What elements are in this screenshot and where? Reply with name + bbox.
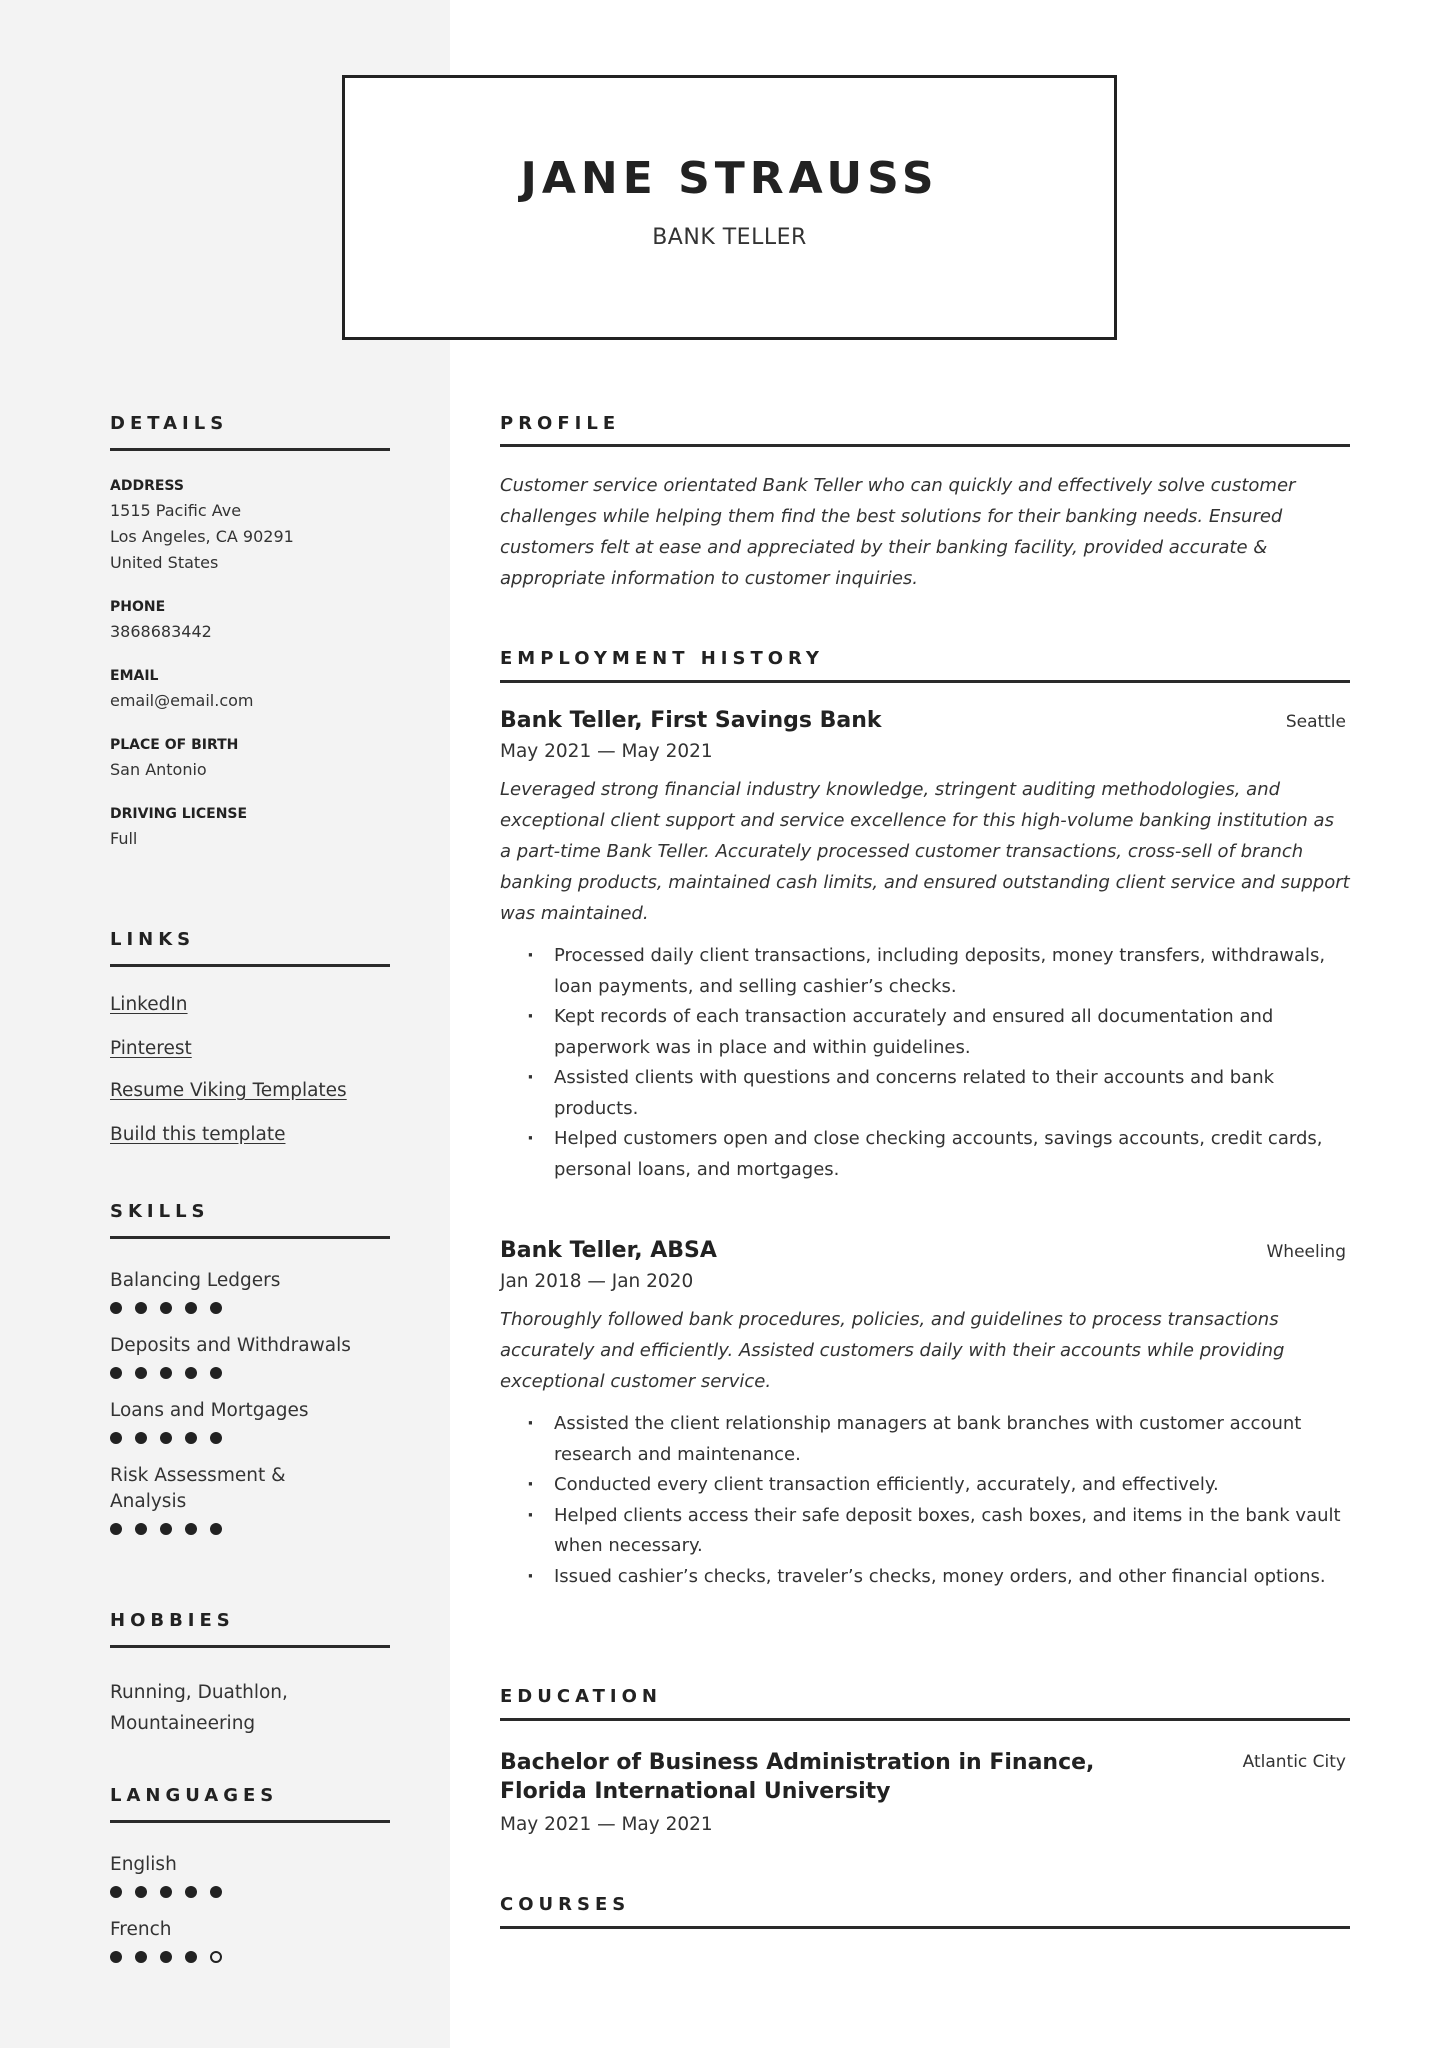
education-location: Atlantic City: [1242, 1752, 1346, 1772]
skill-name: Loans and Mortgages: [110, 1400, 309, 1421]
rating-dot-filled: [185, 1951, 197, 1963]
employment-heading: EMPLOYMENT HISTORY: [500, 648, 824, 669]
job-dates: May 2021 — May 2021: [500, 741, 713, 762]
language-name: English: [110, 1854, 177, 1875]
rating-dot-filled: [185, 1367, 197, 1379]
skill-name: Risk Assessment & Analysis: [110, 1465, 286, 1512]
job-title: Bank Teller, First Savings Bank: [500, 708, 882, 733]
rating-dot-filled: [110, 1367, 122, 1379]
language-item: [110, 1917, 390, 1963]
rating-dot-filled: [135, 1951, 147, 1963]
rating-dot-filled: [110, 1432, 122, 1444]
education-heading: EDUCATION: [500, 1686, 662, 1707]
license-label: DRIVING LICENSE: [110, 806, 248, 822]
languages-list: [110, 1852, 390, 1963]
profile-text: Customer service orientated Bank Teller who can quickly and effectively solve customer challenges while helping them find the best solutions for their banking needs. Ensured customers felt at ease and appreciated by their banking facility, provided accurate & appropriate information to customer inquiries.: [500, 475, 1296, 589]
skill-item: [110, 1268, 400, 1314]
job-bullet: · Helped customers open and close checking accounts, savings accounts, credit cards, personal loans, and mortgages.: [527, 1124, 1350, 1185]
birthplace-label: PLACE OF BIRTH: [110, 737, 239, 753]
education-title: Bachelor of Business Administration in Finance, Florida International University: [500, 1750, 1095, 1804]
link-resume-viking-templates[interactable]: Resume Viking Templates: [110, 1080, 347, 1101]
rating-dot-filled: [110, 1951, 122, 1963]
language-rating: [110, 1951, 390, 1963]
rating-dot-empty: [210, 1951, 222, 1963]
skill-rating: [110, 1432, 400, 1444]
language-name: French: [110, 1919, 172, 1940]
job-bullet: · Issued cashier’s checks, traveler’s checks, money orders, and other financial options.: [527, 1562, 1350, 1593]
divider: [500, 444, 1350, 447]
language-item: [110, 1852, 390, 1898]
rating-dot-filled: [160, 1367, 172, 1379]
divider: [110, 1645, 390, 1648]
header-box: [342, 75, 1117, 340]
details-heading: DETAILS: [110, 413, 229, 434]
link-pinterest[interactable]: Pinterest: [110, 1038, 192, 1059]
rating-dot-filled: [135, 1886, 147, 1898]
rating-dot-filled: [135, 1367, 147, 1379]
rating-dot-filled: [210, 1432, 222, 1444]
job-title: Bank Teller, ABSA: [500, 1238, 717, 1263]
hobbies-text: Running, Duathlon, Mountaineering: [110, 1682, 288, 1734]
rating-dot-filled: [160, 1951, 172, 1963]
rating-dot-filled: [185, 1523, 197, 1535]
skills-list: [110, 1268, 400, 1535]
rating-dot-filled: [160, 1432, 172, 1444]
job-bullet: · Kept records of each transaction accurately and ensured all documentation and paperwork was in place and within guidelines.: [527, 1002, 1350, 1063]
skill-rating: [110, 1367, 400, 1379]
address-line: 1515 Pacific Ave: [110, 501, 242, 520]
job-summary: Leveraged strong financial industry knowledge, stringent auditing methodologies, and exceptional client support and service excellence for this high-volume banking institution as a part-time Bank Teller. Accurately processed customer transactions, cross-sell of branch banking products, maintained cash limits, and ensured outstanding client service and support was maintained.: [500, 779, 1350, 924]
rating-dot-filled: [110, 1523, 122, 1535]
language-rating: [110, 1886, 390, 1898]
phone-value: 3868683442: [110, 622, 212, 641]
job-bullets: [527, 941, 1350, 1185]
job-summary: Thoroughly followed bank procedures, policies, and guidelines to process transactions accurately and efficiently. Assisted customers daily with their accounts while providing exceptional customer service.: [500, 1309, 1285, 1392]
job-bullets: [527, 1409, 1350, 1592]
hobbies-heading: HOBBIES: [110, 1610, 235, 1631]
job-bullet: · Processed daily client transactions, including deposits, money transfers, withdrawals, loan payments, and selling cashier’s checks.: [527, 941, 1350, 1002]
divider: [110, 964, 390, 967]
divider: [500, 1718, 1350, 1721]
profile-heading: PROFILE: [500, 413, 621, 434]
links-list: [110, 994, 390, 1145]
candidate-name: JANE STRAUSS: [520, 153, 939, 204]
job-bullet: · Helped clients access their safe deposit boxes, cash boxes, and items in the bank vault when necessary.: [527, 1501, 1350, 1562]
rating-dot-filled: [210, 1302, 222, 1314]
divider: [500, 680, 1350, 683]
rating-dot-filled: [185, 1432, 197, 1444]
divider: [110, 1236, 390, 1239]
rating-dot-filled: [210, 1886, 222, 1898]
job-entry: [500, 1238, 1350, 1592]
rating-dot-filled: [135, 1432, 147, 1444]
rating-dot-filled: [110, 1886, 122, 1898]
links-heading: LINKS: [110, 929, 196, 950]
job-entry: [500, 708, 1350, 1185]
rating-dot-filled: [160, 1302, 172, 1314]
languages-heading: LANGUAGES: [110, 1785, 279, 1806]
divider: [110, 448, 390, 451]
skills-heading: SKILLS: [110, 1201, 210, 1222]
birthplace-value: San Antonio: [110, 760, 207, 779]
skill-name: Deposits and Withdrawals: [110, 1335, 351, 1356]
education-entry: [500, 1748, 1350, 1835]
phone-label: PHONE: [110, 599, 166, 615]
email-label: EMAIL: [110, 668, 159, 684]
skill-item: [110, 1398, 400, 1444]
license-value: Full: [110, 829, 138, 848]
rating-dot-filled: [160, 1523, 172, 1535]
address-line: Los Angeles, CA 90291: [110, 527, 294, 546]
courses-heading: COURSES: [500, 1894, 631, 1915]
rating-dot-filled: [210, 1367, 222, 1379]
job-location: Wheeling: [1266, 1242, 1346, 1262]
job-bullet: · Assisted clients with questions and concerns related to their accounts and bank products.: [527, 1063, 1350, 1124]
rating-dot-filled: [210, 1523, 222, 1535]
job-bullet: · Assisted the client relationship managers at bank branches with customer account research and maintenance.: [527, 1409, 1350, 1470]
skill-rating: [110, 1302, 400, 1314]
link-build-template[interactable]: Build this template: [110, 1124, 286, 1145]
rating-dot-filled: [160, 1886, 172, 1898]
details-list: [110, 477, 390, 852]
candidate-title: BANK TELLER: [652, 225, 807, 250]
rating-dot-filled: [110, 1302, 122, 1314]
rating-dot-filled: [185, 1886, 197, 1898]
rating-dot-filled: [185, 1302, 197, 1314]
job-location: Seattle: [1285, 712, 1346, 732]
skill-rating: [110, 1523, 340, 1535]
email-value: email@email.com: [110, 691, 254, 710]
address-line: United States: [110, 553, 219, 572]
rating-dot-filled: [135, 1523, 147, 1535]
skill-item: [110, 1333, 400, 1379]
link-linkedin[interactable]: LinkedIn: [110, 994, 188, 1015]
address-label: ADDRESS: [110, 478, 184, 494]
divider: [110, 1820, 390, 1823]
skill-item: [110, 1463, 340, 1535]
rating-dot-filled: [135, 1302, 147, 1314]
divider: [500, 1926, 1350, 1929]
job-bullet: · Conducted every client transaction efficiently, accurately, and effectively.: [527, 1470, 1350, 1501]
job-dates: Jan 2018 — Jan 2020: [500, 1271, 694, 1292]
skill-name: Balancing Ledgers: [110, 1270, 281, 1291]
education-dates: May 2021 — May 2021: [500, 1814, 713, 1835]
